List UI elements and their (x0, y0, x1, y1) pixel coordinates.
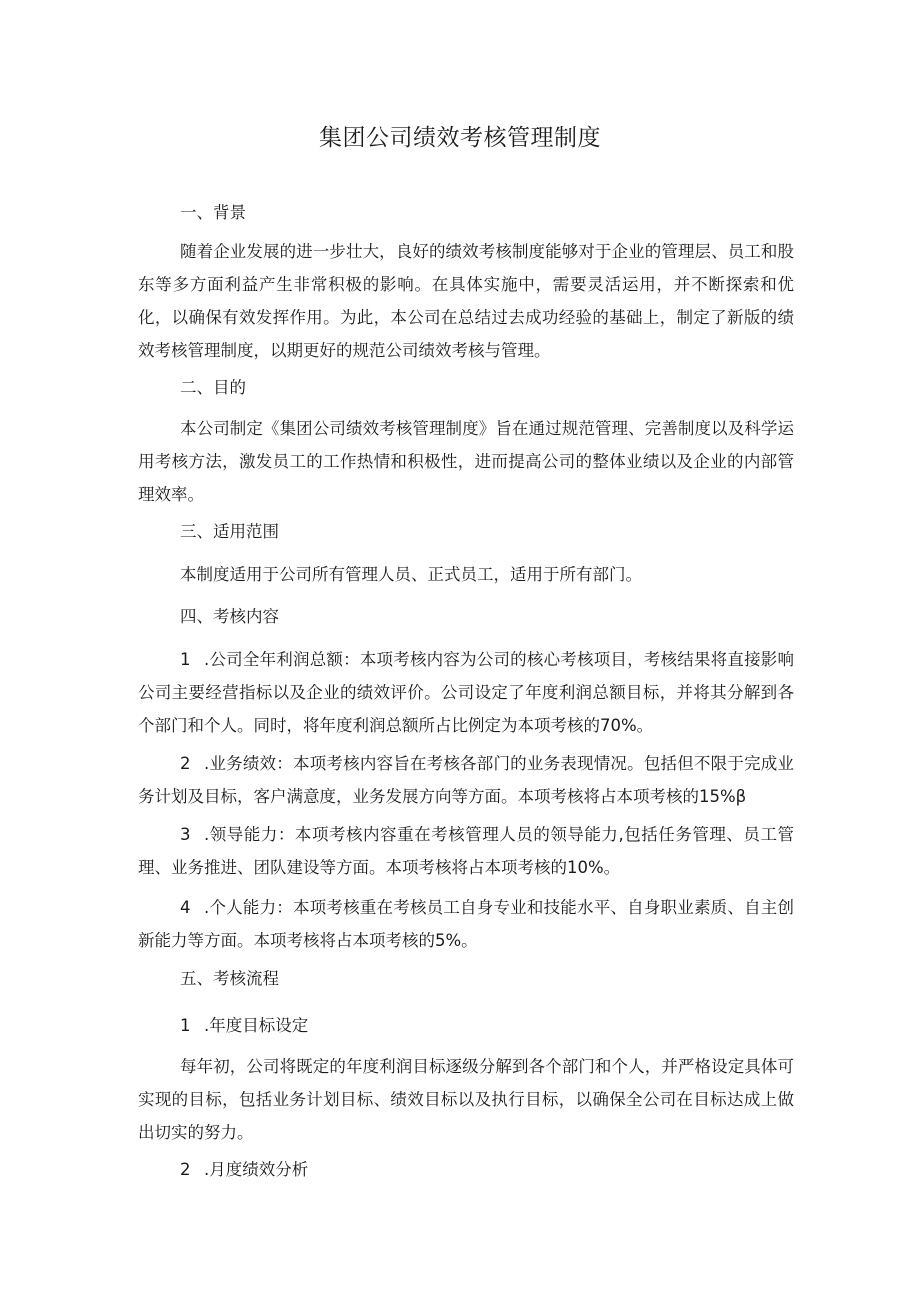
item-text: .领导能力：本项考核内容重在考核管理人员的领导能力,包括任务管理、员工管理、业务推进、团队建设等方面。本项考核将占本项考核的10%。 (138, 825, 794, 877)
item-number: 2 (180, 754, 191, 773)
item-number: 3 (180, 825, 191, 844)
content-item-2 (138, 747, 794, 813)
item-number: 1 (180, 1016, 191, 1035)
item-text: .个人能力：本项考核重在考核员工自身专业和技能水平、自身职业素质、自主创新能力等方面。本项考核将占本项考核的5%。 (138, 898, 794, 950)
item-text: .公司全年利润总额：本项考核内容为公司的核心考核项目，考核结果将直接影响公司主要经营指标以及企业的绩效评价。公司设定了年度利润总额目标，并将其分解到各个部门和个人。同时，将年度利润总额所占比例定为本项考核的70%。 (138, 650, 794, 735)
section-heading-content: 四、考核内容 (180, 607, 279, 626)
subheading-annual-targets (180, 1014, 308, 1038)
paragraph-annual-targets: 每年初，公司将既定的年度利润目标逐级分解到各个部门和个人，并严格设定具体可实现的目标，包括业务计划目标、绩效目标以及执行目标，以确保全公司在目标达成上做出切实的努力。 (138, 1057, 794, 1142)
content-item-1 (138, 643, 794, 742)
document-title: 集团公司绩效考核管理制度 (319, 125, 601, 151)
item-number: 4 (180, 898, 191, 917)
content-item-3 (138, 818, 794, 884)
paragraph-scope: 本制度适用于公司所有管理人员、正式员工，适用于所有部门。 (180, 565, 642, 584)
section-heading-process: 五、考核流程 (180, 969, 279, 988)
item-number: 1 (180, 650, 191, 669)
item-number: 2 (180, 1160, 191, 1179)
section-heading-background: 一、背景 (180, 203, 246, 222)
paragraph-background: 随着企业发展的进一步壮大，良好的绩效考核制度能够对于企业的管理层、员工和股东等多方面利益产生非常积极的影响。在具体实施中，需要灵活运用，并不断探索和优化，以确保有效发挥作用。为此，本公司在总结过去成功经验的基础上，制定了新版的绩效考核管理制度，以期更好的规范公司绩效考核与管理。 (138, 242, 794, 360)
item-text: .业务绩效：本项考核内容旨在考核各部门的业务表现情况。包括但不限于完成业务计划及目标，客户满意度，业务发展方向等方面。本项考核将占本项考核的15%β (138, 754, 794, 806)
paragraph-purpose: 本公司制定《集团公司绩效考核管理制度》旨在通过规范管理、完善制度以及科学运用考核方法，激发员工的工作热情和积极性，进而提高公司的整体业绩以及企业的内部管理效率。 (138, 419, 794, 504)
content-item-4 (138, 891, 794, 957)
section-heading-scope: 三、适用范围 (180, 522, 279, 541)
subheading-text: .年度目标设定 (204, 1016, 309, 1035)
subheading-monthly-analysis (180, 1158, 308, 1182)
subheading-text: .月度绩效分析 (204, 1160, 309, 1179)
section-heading-purpose: 二、目的 (180, 378, 246, 397)
